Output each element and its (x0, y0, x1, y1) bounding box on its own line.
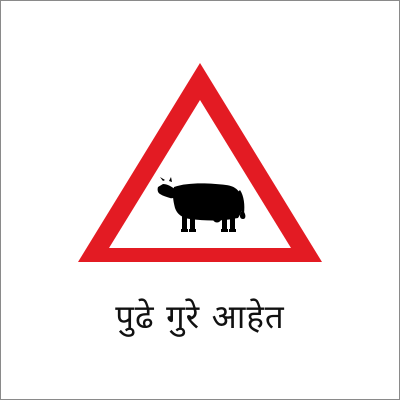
sign-caption: पुढे गुरे आहेत (115, 297, 285, 336)
